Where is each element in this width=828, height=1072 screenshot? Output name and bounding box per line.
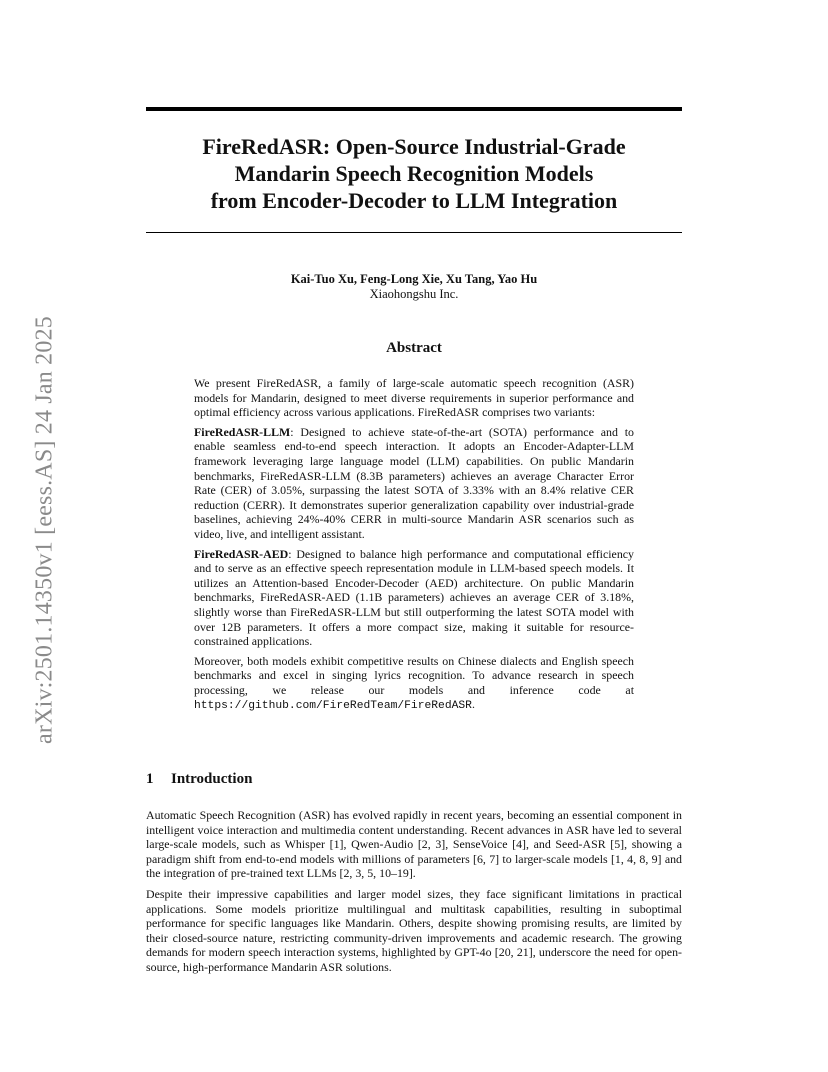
variant-name-llm: FireRedASR-LLM bbox=[194, 424, 291, 439]
title-line: from Encoder-Decoder to LLM Integration bbox=[210, 188, 618, 213]
arxiv-identifier-stamp bbox=[20, 285, 70, 775]
author-names: Kai-Tuo Xu, Feng-Long Xie, Xu Tang, Yao Hu bbox=[290, 272, 538, 286]
code-release-link[interactable]: https://github.com/FireRedTeam/FireRedASR bbox=[194, 700, 472, 713]
abstract-paragraph-text: : Designed to achieve state-of-the-art (SOTA) performance and to enable seamless end-to-end speech interaction. It adopts an Encoder-Adapter-LLM framework leveraging large language model (LLM) capabilities. On public Mandarin benchmarks, FireRedASR-LLM (8.3B parameters) achieves an average Character Error Rate (CER) of 3.05%, surpassing the latest SOTA of 3.33% with an 8.4% relative CER reduction (CERR). It demonstrates superior generalization capability over industrial-grade baselines, achieving 24%-40% CERR in multi-source Mandarin ASR scenarios such as video, live, and intelligent assistant. bbox=[194, 424, 634, 541]
title-top-rule bbox=[146, 107, 682, 111]
abstract-paragraph: We present FireRedASR, a family of large-scale automatic speech recognition (ASR) models for Mandarin, designed to meet diverse requirements in superior performance and optimal efficiency across various applications. FireRedASR comprises two variants: bbox=[194, 376, 634, 420]
introduction-body bbox=[146, 808, 682, 981]
author-block bbox=[146, 272, 682, 302]
abstract-paragraph bbox=[194, 425, 634, 542]
arxiv-id-text: arXiv:2501.14350v1 [eess.AS] 24 Jan 2025 bbox=[31, 316, 58, 744]
variant-name-aed: FireRedASR-AED bbox=[194, 546, 289, 561]
abstract-heading: Abstract bbox=[386, 340, 442, 356]
body-paragraph: Despite their impressive capabilities and larger model sizes, they face significant limitations in practical applications. Some models prioritize multilingual and multitask capabilities, resulting in suboptimal performance for specific languages like Mandarin. Others, despite showing promising results, are limited by their closed-source nature, restricting community-driven improvements and academic research. The growing demands for modern speech interaction systems, highlighted by GPT-4o [20, 21], underscore the need for open-source, high-performance Mandarin ASR solutions. bbox=[146, 886, 682, 974]
title-line: Mandarin Speech Recognition Models bbox=[234, 161, 594, 186]
section-title: Introduction bbox=[171, 771, 253, 787]
abstract-paragraph-end: . bbox=[471, 697, 475, 712]
abstract-body bbox=[194, 376, 634, 719]
title-line: FireRedASR: Open-Source Industrial-Grade bbox=[202, 134, 626, 159]
section-number: 1 bbox=[146, 771, 154, 787]
abstract-paragraph bbox=[194, 547, 634, 649]
abstract-paragraph bbox=[194, 654, 634, 714]
paper-title bbox=[146, 133, 682, 214]
abstract-paragraph-text: Moreover, both models exhibit competitive results on Chinese dialects and English speech benchmarks and excel in singing lyrics recognition. To advance research in speech processing, we release our models and inference code at bbox=[194, 653, 634, 697]
body-paragraph: Automatic Speech Recognition (ASR) has evolved rapidly in recent years, becoming an essential component in intelligent voice interaction and multimedia content understanding. Recent advances in ASR have led to several large-scale models, such as Whisper [1], Qwen-Audio [2, 3], SenseVoice [4], and Seed-ASR [5], showing a paradigm shift from end-to-end models with millions of parameters [6, 7] to larger-scale models [1, 4, 8, 9] and the integration of pre-trained text LLMs [2, 3, 5, 10–19]. bbox=[146, 808, 682, 881]
abstract-paragraph-text: : Designed to balance high performance and computational efficiency and to serve as an effective speech representation module in LLM-based speech models. It utilizes an Attention-based Encoder-Decoder (AED) architecture. On public Mandarin benchmarks, FireRedASR-AED (1.1B parameters) achieves an average CER of 3.18%, slightly worse than FireRedASR-LLM but still outperforming the latest SOTA model with over 12B parameters. It offers a more compact size, making it suitable for resource-constrained applications. bbox=[194, 546, 634, 649]
affiliation: Xiaohongshu Inc. bbox=[369, 287, 459, 301]
section-heading bbox=[146, 771, 252, 788]
title-bottom-rule bbox=[146, 232, 682, 233]
